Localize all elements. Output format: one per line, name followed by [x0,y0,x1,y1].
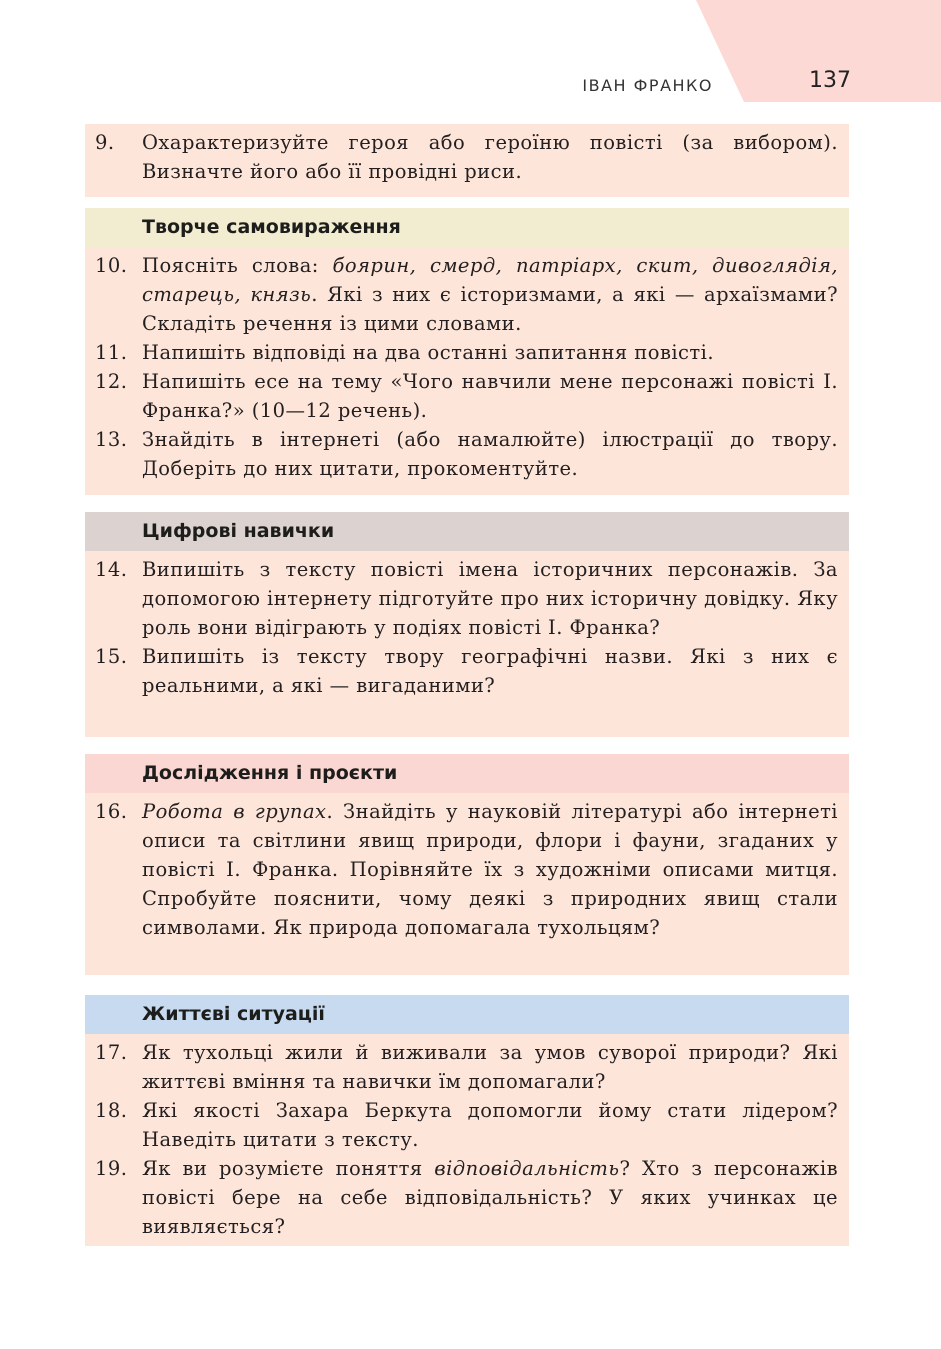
task-text-segment: Поясніть слова: [142,254,333,277]
task-text-segment: Випишіть із тексту твору географічні назви. Які з них є реальними, а які — вигаданими? [142,645,838,697]
task-list [85,551,849,700]
task-number: 11. [95,341,128,364]
task-number: 14. [95,558,128,581]
task-text [142,425,838,483]
task-number: 16. [95,800,128,823]
task-number: 10. [95,254,128,277]
task-text [142,128,838,186]
task-text [142,338,838,367]
task-item [85,642,849,700]
task-list [85,124,849,186]
task-text [142,367,838,425]
task-list [85,793,849,942]
task-text [142,642,838,700]
task-text-segment: Як ви розумієте поняття [142,1157,435,1180]
section-creative [85,247,849,495]
task-item [85,251,849,338]
section-title-research: Дослідження і проєкти [85,754,849,793]
task-item [85,425,849,483]
task-list [85,1034,849,1241]
task-text-segment: Знайдіть в інтернеті (або намалюйте) ілюстрації до твору. Доберіть до них цитати, прокоментуйте. [142,428,838,480]
task-text-segment: Як тухольці жили й виживали за умов суворої природи? Які життєві вміння та навички їм допомагали? [142,1041,838,1093]
task-number: 9. [95,131,115,154]
task-text-italic: боярин, смерд, патріарх, скит, дивоглядія, старець, князь [142,254,838,306]
task-text-segment: Які якості Захара Беркута допомогли йому стати лідером? Наведіть цитати з тексту. [142,1099,838,1151]
task-text-segment: ? Хто з персонажів повісті бере на себе відповідальність? У яких учинках це виявляється? [142,1157,839,1238]
task-text-segment: Охарактеризуйте героя або героїню повісті (за вибором). Визначте його або її провідні риси. [142,131,838,183]
page-number: 137 [809,68,851,93]
task-item [85,555,849,642]
task-item [85,338,849,367]
task-text-segment: . Які з них є історизмами, а які — архаїзмами? Складіть речення із цими словами. [142,283,838,335]
task-text-segment: Напишіть есе на тему «Чого навчили мене персонажі повісті І. Франка?» (10—12 речень). [142,370,838,422]
task-item [85,128,849,186]
task-item [85,797,849,942]
task-text-italic: відповідальність [434,1157,620,1180]
task-list [85,247,849,483]
section-life [85,1034,849,1246]
task-text-segment: Випишіть з тексту повісті імена історичних персонажів. За допомогою інтернету підготуйте про них історичну довідку. Яку роль вони відіграють у подіях повісті І. Франка? [142,558,838,639]
task-number: 19. [95,1157,128,1180]
task-text-segment: . Знайдіть у науковій літературі або інтернеті описи та світлини явищ природи, флори і фауни, згаданих у повісті І. Франка. Порівняйте їх з художніми описами митця. Спробуйте пояснити, чому деякі з природних явищ стали символами. Як природа допомагала тухольцям? [142,800,838,939]
task-item [85,1096,849,1154]
task-number: 12. [95,370,128,393]
running-title: ІВАН ФРАНКО [582,76,713,95]
task-text [142,251,838,338]
task-text [142,1096,838,1154]
task-item [85,367,849,425]
task-item [85,1038,849,1096]
task-item [85,1154,849,1241]
task-number: 18. [95,1099,128,1122]
section-research [85,793,849,975]
section-title-digital: Цифрові навички [85,512,849,551]
task-text-segment: Напишіть відповіді на два останні запитання повісті. [142,341,714,364]
section-digital [85,551,849,737]
task-text [142,555,838,642]
section-intro [85,124,849,197]
task-text [142,797,838,942]
task-number: 15. [95,645,128,668]
task-number: 17. [95,1041,128,1064]
section-title-life: Життєві ситуації [85,995,849,1034]
task-text-italic: Робота в групах [142,800,327,823]
task-text [142,1038,838,1096]
section-title-creative: Творче самовираження [85,208,849,247]
task-number: 13. [95,428,128,451]
task-text [142,1154,838,1241]
